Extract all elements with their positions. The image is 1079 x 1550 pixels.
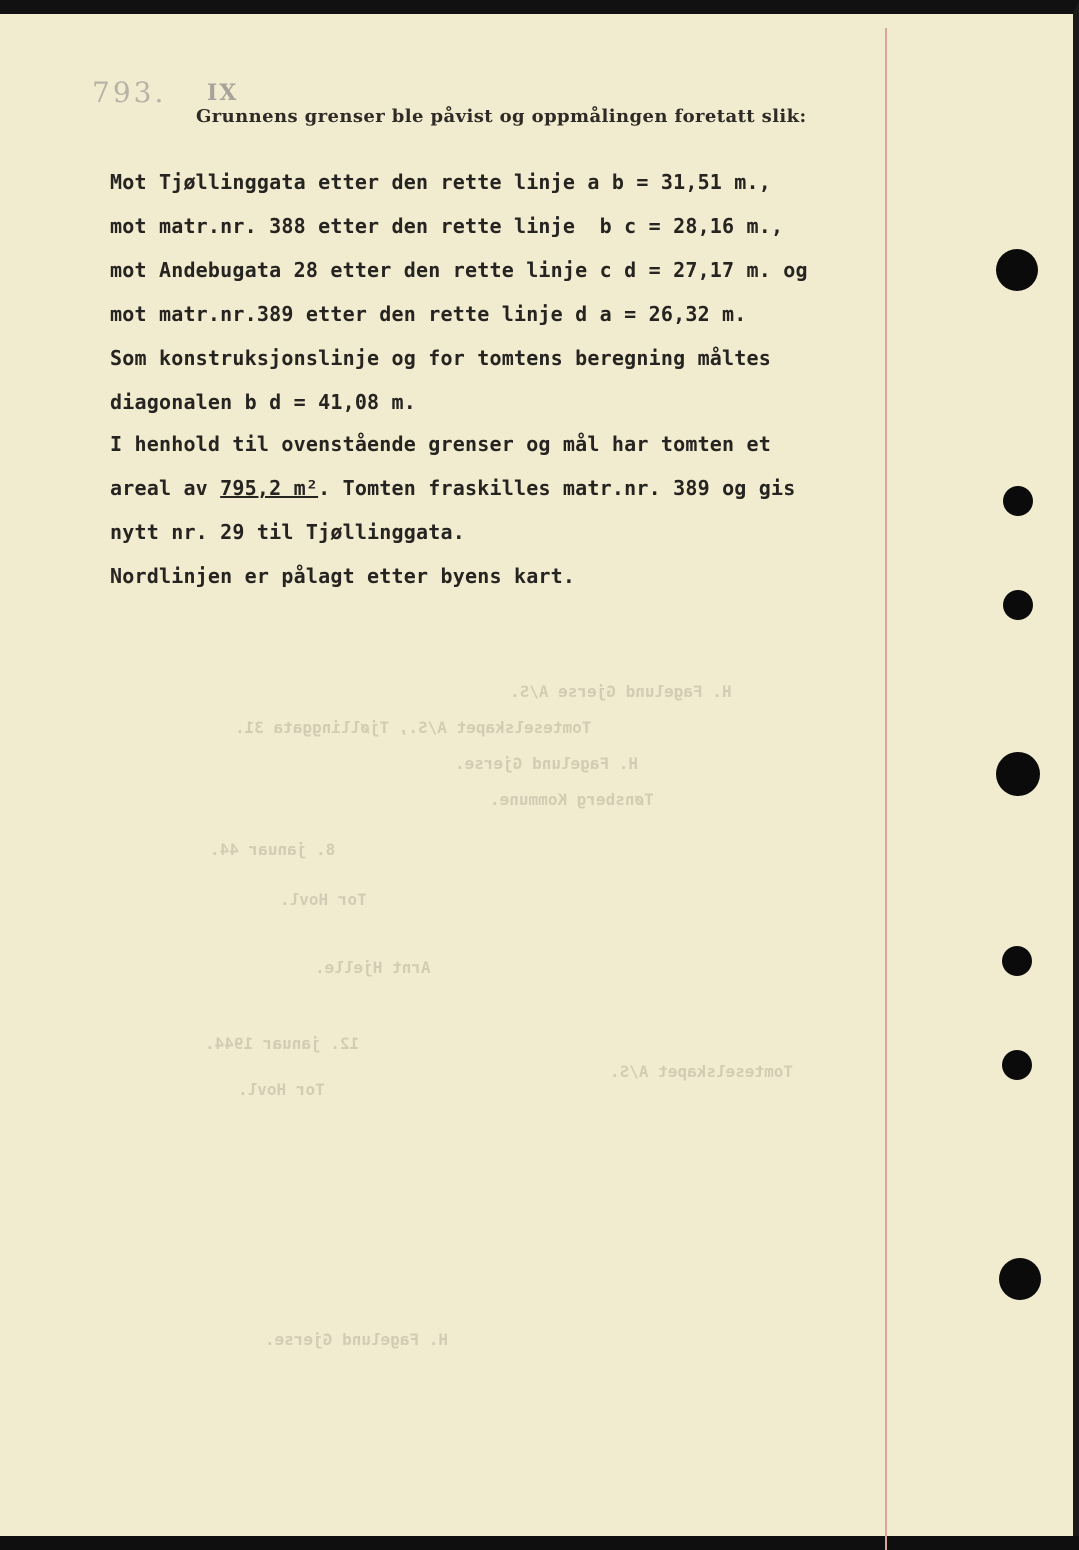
bleed-through-line: H. Fagelund Gjerse A/S. (510, 682, 732, 701)
body-line: nytt nr. 29 til Tjøllinggata. (110, 520, 465, 544)
punch-hole (1002, 946, 1032, 976)
punch-hole (996, 752, 1040, 796)
margin-rule (885, 28, 887, 1550)
area-suffix: . Tomten fraskilles matr.nr. 389 og gis (318, 476, 796, 500)
bleed-through-line: Tomteselskapet A/S. (610, 1062, 794, 1081)
bleed-through-line: 8. januar 44. (210, 840, 336, 859)
bleed-through-line: Tomteselskapet A/S., Tjøllinggata 31. (235, 718, 592, 737)
punch-hole (1003, 590, 1033, 620)
body-line: Som konstruksjonslinje og for tomtens beregning måltes (110, 346, 772, 370)
area-line (110, 476, 796, 500)
bleed-through-line: Tor Hovl. (238, 1080, 325, 1099)
bleed-through-line: 12. januar 1944. (205, 1034, 360, 1053)
punch-hole (1002, 1050, 1032, 1080)
punch-hole (999, 1258, 1041, 1300)
area-value: 795,2 m² (220, 476, 319, 500)
body-line: Mot Tjøllinggata etter den rette linje a b = 31,51 m., (110, 170, 772, 194)
bleed-through-line: Arnt Hjelle. (315, 958, 431, 977)
body-line: mot matr.nr.389 etter den rette linje d a = 26,32 m. (110, 302, 747, 326)
body-line: mot matr.nr. 388 etter den rette linje b c = 28,16 m., (110, 214, 784, 238)
bleed-through-line: Tor Hovl. (280, 890, 367, 909)
heading: Grunnens grenser ble påvist og oppmålingen foretatt slik: (196, 106, 807, 127)
roman-numeral: IX (207, 80, 239, 106)
punch-hole (996, 249, 1038, 291)
page-number: 793. (92, 76, 167, 109)
body-line: diagonalen b d = 41,08 m. (110, 390, 417, 414)
body-line: Nordlinjen er pålagt etter byens kart. (110, 564, 576, 588)
bleed-through-line: Tønsberg Kommune. (490, 790, 654, 809)
area-prefix: areal av (110, 476, 221, 500)
bleed-through-line: H. Fagelund Gjerse. (455, 754, 639, 773)
punch-hole (1003, 486, 1033, 516)
bleed-through-line: H. Fagelund Gjerse. (265, 1330, 449, 1349)
body-line: mot Andebugata 28 etter den rette linje c d = 27,17 m. og (110, 258, 808, 282)
body-line: I henhold til ovenstående grenser og mål har tomten et (110, 432, 772, 456)
